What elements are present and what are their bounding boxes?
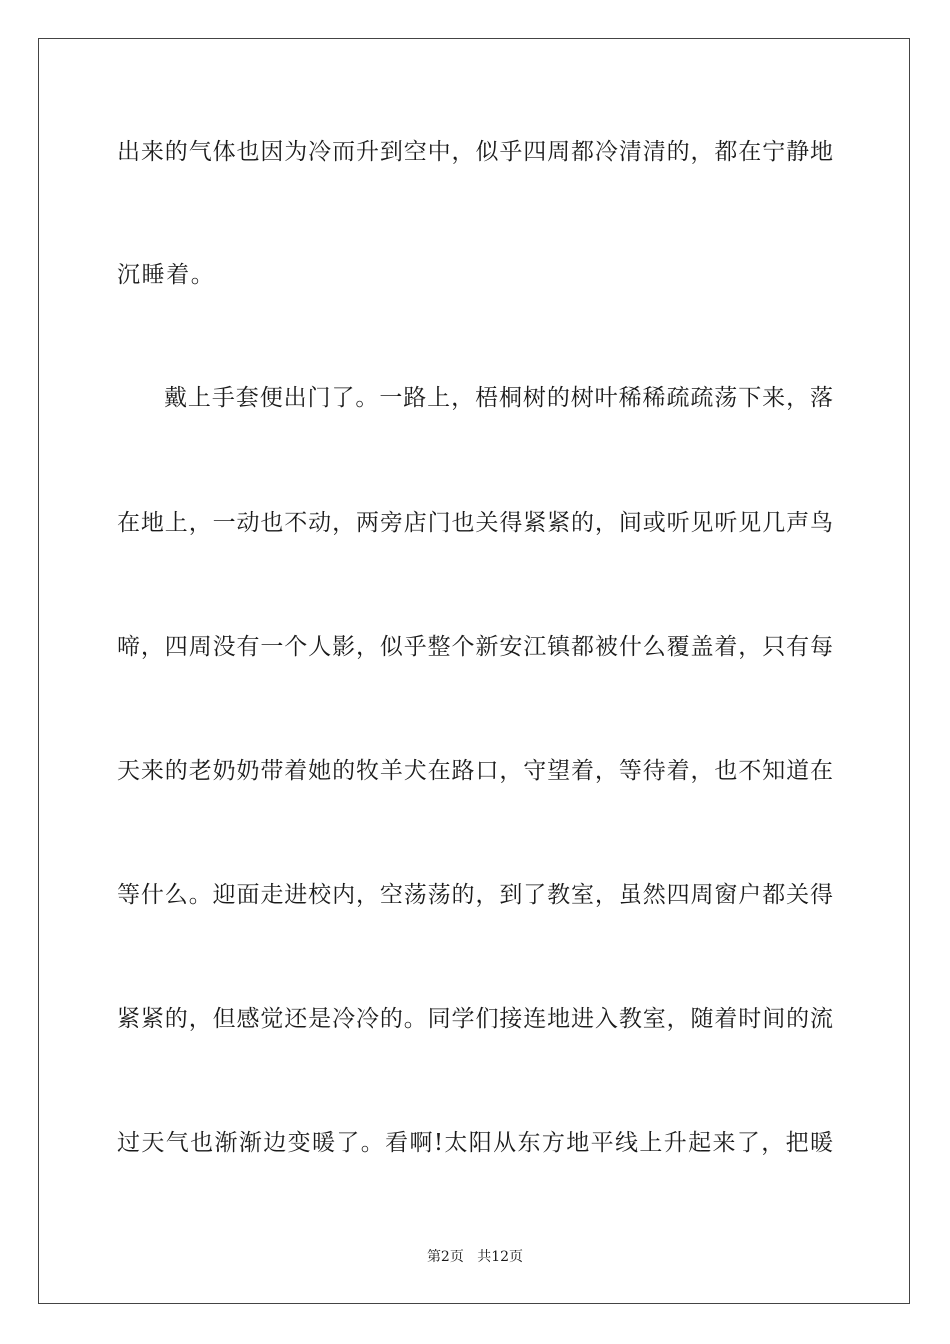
page-number: 第2页: [426, 1249, 464, 1265]
text-line-1: 出来的气体也因为冷而升到空中，似乎四周都冷清清的，都在宁静地: [117, 139, 833, 165]
text-line-3-paragraph-start: 戴上手套便出门了。一路上，梧桐树的树叶稀稀疏疏荡下来，落: [164, 385, 833, 411]
text-line-7: 等什么。迎面走进校内，空荡荡的，到了教室，虽然四周窗户都关得: [117, 882, 833, 908]
page-total: 共12页: [477, 1249, 524, 1265]
text-line-5: 啼，四周没有一个人影，似乎整个新安江镇都被什么覆盖着，只有每: [117, 634, 833, 660]
text-line-9: 过天气也渐渐边变暖了。看啊!太阳从东方地平线上升起来了，把暖: [117, 1130, 833, 1156]
text-line-6: 天来的老奶奶带着她的牧羊犬在路口，守望着，等待着，也不知道在: [117, 758, 833, 784]
page-footer: [0, 1248, 950, 1266]
text-line-4: 在地上，一动也不动，两旁店门也关得紧紧的，间或听见听见几声鸟: [117, 510, 833, 536]
text-line-8: 紧紧的，但感觉还是冷冷的。同学们接连地进入教室，随着时间的流: [117, 1006, 833, 1032]
text-line-2: 沉睡着。: [117, 262, 216, 288]
page-border: [38, 38, 910, 1304]
